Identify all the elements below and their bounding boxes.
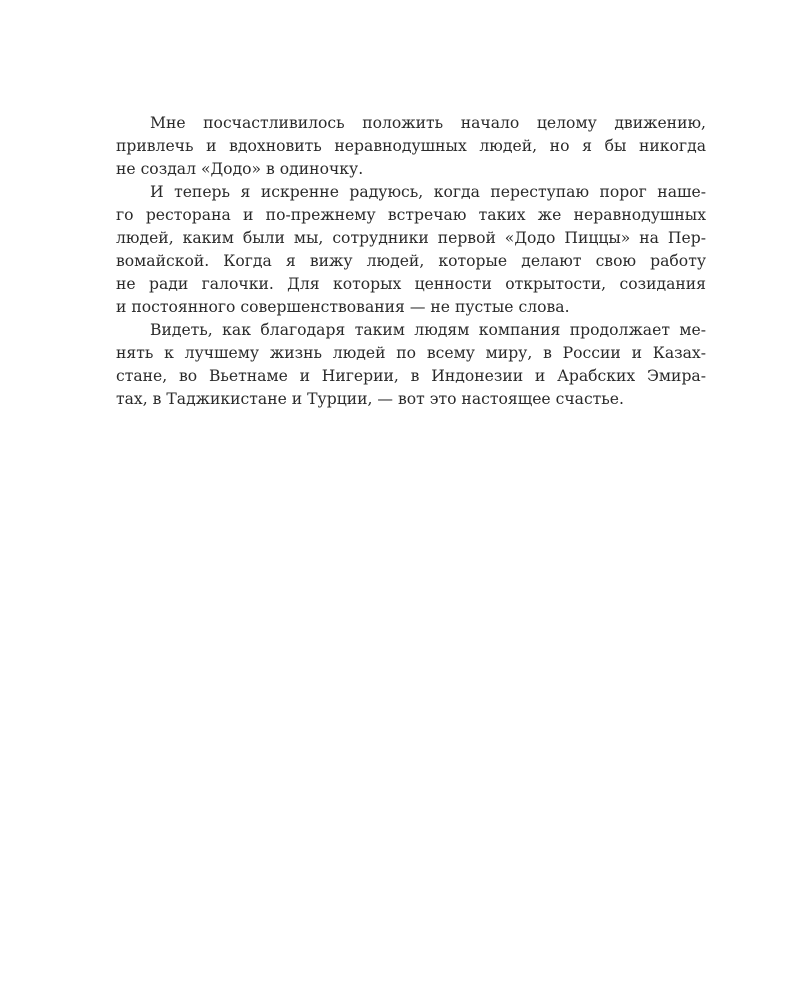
paragraph-2 — [116, 181, 706, 319]
text-line: тах, в Таджикистане и Турции, — вот это настоящее счастье. — [116, 390, 624, 408]
body-text — [116, 112, 706, 411]
text-line: вомайской. Когда я вижу людей, которые делают свою работу — [116, 252, 706, 270]
text-line: не ради галочки. Для которых ценности открытости, созидания — [116, 275, 706, 293]
paragraph-1 — [116, 112, 706, 181]
text-line: и постоянного совершенствования — не пустые слова. — [116, 298, 570, 316]
paragraph-3 — [116, 319, 706, 411]
text-line: го ресторана и по-прежнему встречаю таких же неравнодушных — [116, 206, 706, 224]
text-line: нять к лучшему жизнь людей по всему миру, в России и Казах- — [116, 344, 706, 362]
text-line: Мне посчастливилось положить начало целому движению, — [150, 114, 706, 132]
text-line: не создал «Додо» в одиночку. — [116, 160, 364, 178]
text-line: привлечь и вдохновить неравнодушных людей, но я бы никогда — [116, 137, 706, 155]
text-line: людей, каким были мы, сотрудники первой «Додо Пиццы» на Пер- — [116, 229, 706, 247]
text-line: И теперь я искренне радуюсь, когда переступаю порог наше- — [150, 183, 706, 201]
text-line: стане, во Вьетнаме и Нигерии, в Индонезии и Арабских Эмира- — [116, 367, 706, 385]
text-line: Видеть, как благодаря таким людям компания продолжает ме- — [150, 321, 706, 339]
